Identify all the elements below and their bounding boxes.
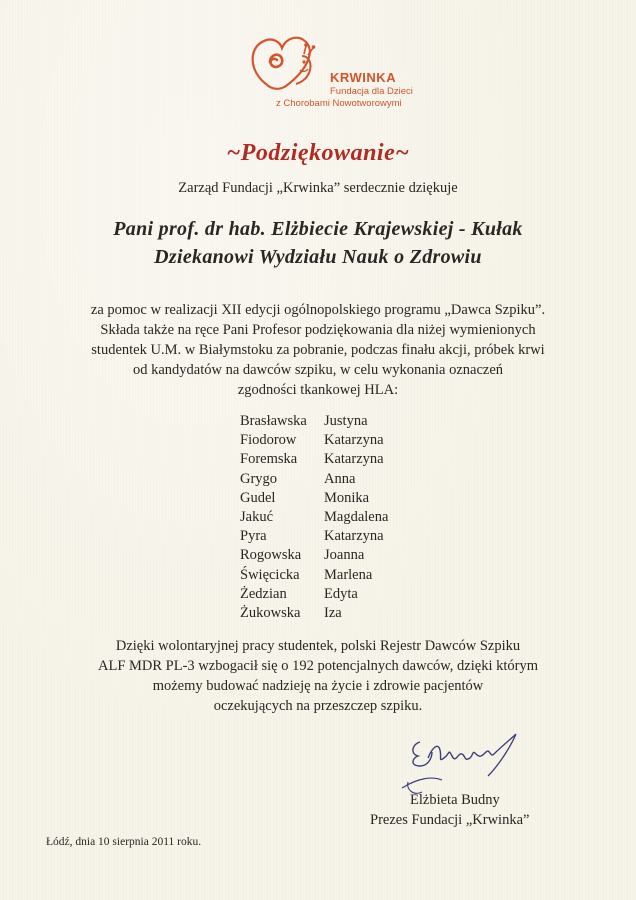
student-row bbox=[240, 431, 388, 450]
student-surname: Święcicka bbox=[240, 566, 300, 583]
student-surname: Gudel bbox=[240, 489, 276, 506]
student-first-name: Iza bbox=[324, 605, 342, 622]
signer-role: Prezes Fundacji „Krwinka” bbox=[370, 812, 530, 828]
student-row bbox=[240, 489, 388, 508]
student-first-name: Katarzyna bbox=[324, 451, 384, 468]
student-first-name: Joanna bbox=[324, 547, 365, 564]
paragraph-line: Składa także na ręce Pani Profesor podziękowania dla niżej wymienionych bbox=[100, 322, 536, 338]
snail-heart-icon bbox=[246, 26, 326, 96]
paragraph-line: ALF MDR PL-3 wzbogacił się o 192 potencjalnych dawców, dzięki którym bbox=[97, 658, 538, 674]
student-row bbox=[240, 566, 388, 585]
place-and-date: Łódź, dnia 10 sierpnia 2011 roku. bbox=[46, 836, 202, 848]
student-surname: Pyra bbox=[240, 528, 267, 545]
paragraph-line: zgodności tkankowej HLA: bbox=[237, 382, 399, 398]
student-first-name: Edyta bbox=[324, 585, 358, 602]
signer-name: Elżbieta Budny bbox=[410, 792, 500, 808]
student-surname: Foremska bbox=[240, 451, 298, 468]
paragraph-result bbox=[0, 636, 636, 716]
paragraph-line: za pomoc w realizacji XII edycji ogólnopolskiego programu „Dawca Szpiku”. bbox=[90, 302, 546, 318]
student-first-name: Marlena bbox=[324, 566, 373, 583]
paragraph-acknowledgement bbox=[0, 300, 636, 400]
student-first-name: Katarzyna bbox=[324, 432, 384, 449]
student-row bbox=[240, 508, 388, 527]
board-thanks-line: Zarząd Fundacji „Krwinka” serdecznie dziękuje bbox=[178, 180, 458, 196]
student-surname: Żukowska bbox=[240, 605, 301, 622]
student-row bbox=[240, 546, 388, 565]
student-row bbox=[240, 412, 388, 431]
student-first-name: Katarzyna bbox=[324, 528, 384, 545]
student-surname: Jakuć bbox=[240, 509, 274, 526]
student-surname: Żedzian bbox=[240, 585, 287, 602]
student-row bbox=[240, 527, 388, 546]
student-list bbox=[240, 412, 388, 623]
paragraph-line: studentek U.M. w Białymstoku za pobranie, podczas finału akcji, próbek krwi bbox=[91, 342, 545, 358]
paragraph-line: oczekujących na przeszczep szpiku. bbox=[213, 698, 423, 714]
recipient-position: Dziekanowi Wydziału Nauk o Zdrowiu bbox=[154, 246, 482, 268]
student-first-name: Monika bbox=[324, 489, 370, 506]
krwinka-logo bbox=[246, 26, 413, 116]
document-title: ~Podziękowanie~ bbox=[226, 140, 410, 166]
student-row bbox=[240, 585, 388, 604]
student-first-name: Magdalena bbox=[324, 509, 389, 526]
student-first-name: Anna bbox=[324, 470, 356, 487]
student-surname: Grygo bbox=[240, 470, 278, 487]
paragraph-line: od kandydatów na dawców szpiku, w celu wykonania oznaczeń bbox=[132, 362, 504, 378]
student-surname: Rogowska bbox=[240, 547, 302, 564]
logo-subtitle-line-1: Fundacja dla Dzieci bbox=[330, 86, 413, 97]
logo-subtitle-line-2: z Chorobami Nowotworowymi bbox=[276, 98, 402, 109]
student-row bbox=[240, 450, 388, 469]
student-row bbox=[240, 470, 388, 489]
student-first-name: Justyna bbox=[324, 413, 368, 429]
student-surname: Fiodorow bbox=[240, 432, 297, 449]
paragraph-line: Dzięki wolontaryjnej pracy studentek, polski Rejestr Dawców Szpiku bbox=[115, 638, 521, 654]
student-row bbox=[240, 604, 388, 623]
logo-brand-name: KRWINKA bbox=[330, 70, 397, 85]
paragraph-line: możemy budować nadzieję na życie i zdrowie pacjentów bbox=[152, 678, 484, 694]
recipient-name: Pani prof. dr hab. Elżbiecie Krajewskiej - Kułak bbox=[113, 218, 523, 240]
student-surname: Brasławska bbox=[240, 413, 307, 429]
